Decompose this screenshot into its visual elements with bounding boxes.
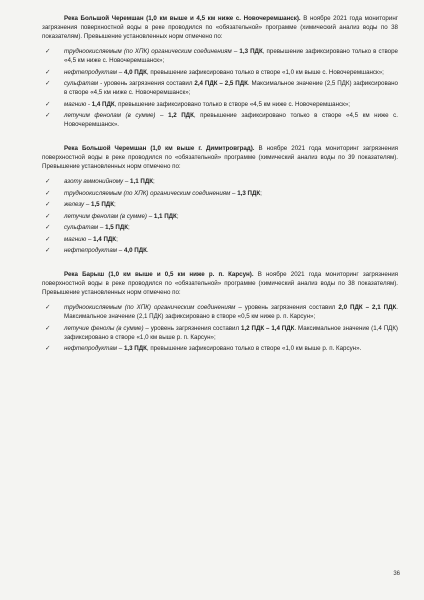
list-item [42, 100, 398, 109]
pollutant-name: азоту аммонийному [64, 178, 124, 185]
item-separator: – [230, 189, 238, 197]
list-item [42, 200, 398, 209]
item-separator: – [146, 212, 154, 220]
section-intro-text: В ноябре 2021 года мониторинг загрязнения поверхностной воды в реке проводился по «обязательной» программе (химический анализ воды по 38 показателям). Превышение установленных норм отмечено по: [42, 271, 399, 296]
item-rest: ; [153, 178, 155, 185]
item-separator: – уровень загрязнения составил [235, 304, 339, 311]
item-separator: – [231, 48, 240, 55]
item-rest: ; [128, 224, 130, 231]
pollutant-value: 2,4 ПДК – 2,5 ПДК [194, 80, 248, 87]
item-rest: , превышение зафиксировано только в створе «4,5 км ниже с. Новочеремшанск»; [114, 100, 350, 108]
item-rest: , превышение зафиксировано только в створе «4,5 км ниже с. Новочеремшанск». [64, 112, 398, 128]
page-number: 36 [393, 571, 400, 577]
item-separator: – [117, 247, 124, 254]
pollutant-name: трудноокисляемым (по ХПК) органическим соединениям [64, 189, 231, 197]
pollutant-value: 4,0 ПДК [123, 68, 147, 76]
section-heading: Река Большой Черемшан (1,0 км выше г. Димитровград). [64, 145, 255, 152]
list-item [42, 189, 398, 198]
checkmark-icon: ✓ [45, 303, 51, 311]
item-rest: . Максимальное значение (1,4 ПДК) зафиксировано в створе «1,0 км выше р. п. Карсун»; [64, 324, 398, 341]
list-item [42, 212, 398, 221]
pollutant-value: 1,4 ПДК [93, 235, 117, 243]
list-item [42, 324, 398, 342]
item-separator: – [84, 201, 92, 208]
list-item [42, 68, 398, 77]
pollutant-value: 1,3 ПДК [237, 189, 261, 197]
pollutant-name: железу [64, 201, 85, 208]
pollutant-name: нефтепродуктам [64, 247, 118, 254]
item-separator: – [155, 112, 169, 119]
pollutant-value: 4,0 ПДК [123, 247, 147, 254]
checkmark-icon: ✓ [45, 344, 51, 352]
item-separator: – [117, 345, 124, 352]
checkmark-icon: ✓ [45, 67, 51, 76]
checkmark-icon: ✓ [45, 211, 51, 220]
section-karsun [42, 270, 398, 353]
item-rest: , превышение зафиксировано только в створе «1,0 км выше р. п. Карсун». [146, 345, 362, 352]
list-item [42, 246, 398, 255]
item-rest: ; [176, 212, 179, 220]
section-intro [42, 144, 398, 171]
list-item [42, 303, 398, 321]
list-item [42, 223, 398, 232]
list-item [42, 235, 398, 244]
checkmark-icon: ✓ [45, 246, 51, 254]
checkmark-icon: ✓ [45, 188, 51, 197]
pollutant-value: 1,3 ПДК [239, 48, 263, 55]
section-novocheremshansk [42, 14, 398, 129]
checkmark-icon: ✓ [45, 111, 51, 119]
pollutant-name: трудноокисляемым (по ХПК) органическим соединениям [64, 304, 236, 311]
pollutant-name: сульфатам [64, 224, 99, 231]
checkmark-icon: ✓ [45, 177, 51, 185]
section-intro [42, 14, 398, 41]
item-rest: , превышение зафиксировано только в створе «4,5 км ниже с. Новочеремшанск»; [64, 48, 398, 64]
item-rest: , превышение зафиксировано только в створе «1,0 км выше с. Новочеремшанск»; [146, 68, 384, 76]
section-intro-text: В ноябре 2021 года мониторинг загрязнения поверхностной воды в реке проводился по «обязательной» программе (химический анализ воды по 39 показателям). Превышение установленных норм отмечено по: [42, 145, 398, 170]
pollutant-value: 2,0 ПДК – 2,1 ПДК [338, 304, 397, 311]
pollutant-value: 1,3 ПДК [123, 345, 147, 352]
section-intro [42, 270, 398, 297]
item-separator: – уровень загрязнения составил [143, 324, 242, 332]
checkmark-icon: ✓ [45, 323, 51, 332]
item-rest: ; [113, 201, 116, 208]
list-item [42, 111, 398, 129]
pollutant-value: 1,5 ПДК [91, 201, 114, 208]
item-rest: . [146, 247, 149, 254]
pollutant-value: 1,2 ПДК – 1,4 ПДК [241, 324, 295, 332]
list-item [42, 177, 398, 186]
pollutant-name: трудноокисляемым (по ХПК) органическим соединениям [64, 48, 232, 55]
checkmark-icon: ✓ [45, 223, 51, 231]
section-dimitrovgrad [42, 144, 398, 255]
pollutant-value: 1,5 ПДК [105, 224, 129, 231]
item-separator: - уровень загрязнения составил [98, 80, 195, 87]
pollutant-name: магнию [64, 100, 87, 108]
checkmark-icon: ✓ [45, 79, 51, 87]
pollutant-value: 1,2 ПДК [168, 112, 194, 119]
pollutant-name: магнию [64, 235, 87, 243]
exceedance-list [42, 47, 398, 129]
checkmark-icon: ✓ [45, 47, 51, 55]
pollutant-name: сульфатам [64, 80, 99, 87]
pollutant-name: летучим фенолам (в сумме) [64, 212, 147, 220]
checkmark-icon: ✓ [45, 99, 51, 108]
item-separator: – [117, 68, 124, 76]
exceedance-list [42, 303, 398, 353]
item-rest: . Максимальное значение (2,1 ПДК) зафиксировано в створе «0,5 км ниже р. п. Карсун»; [64, 304, 398, 320]
item-rest: ; [116, 235, 118, 243]
pollutant-value: 1,1 ПДК [153, 212, 177, 220]
pollutant-value: 1,1 ПДК [130, 178, 153, 185]
pollutant-value: 1,4 ПДК [91, 100, 115, 108]
list-item [42, 79, 398, 97]
pollutant-name: летучим фенолам (в сумме) [64, 112, 156, 119]
checkmark-icon: ✓ [45, 234, 51, 243]
list-item [42, 47, 398, 65]
section-heading: Река Большой Черемшан (1,0 км выше и 4,5 км ниже с. Новочеремшанск). [64, 15, 301, 22]
pollutant-name: нефтепродуктам [64, 345, 118, 352]
item-separator: – [123, 178, 131, 185]
pollutant-name: летучие фенолы (в сумме) [64, 324, 144, 332]
exceedance-list [42, 177, 398, 255]
item-rest: . Максимальное значение (2,5 ПДК) зафиксировано в створе «4,5 км ниже с. Новочеремшанск»; [64, 80, 398, 96]
item-separator: – [86, 235, 94, 243]
checkmark-icon: ✓ [45, 200, 51, 208]
pollutant-name: нефтепродуктам [64, 68, 118, 76]
item-rest: ; [260, 189, 262, 197]
section-heading: Река Барыш (1,0 км выше и 0,5 км ниже р. п. Карсун). [64, 271, 254, 278]
item-separator: – [98, 224, 106, 231]
item-separator: - [86, 100, 92, 108]
section-intro-text: В ноябре 2021 года мониторинг загрязнения поверхностной воды в реке проводился по «обязательной» программе (химический анализ воды по 38 показателям). Превышение установленных норм отмечено по: [42, 15, 398, 40]
list-item [42, 344, 398, 353]
